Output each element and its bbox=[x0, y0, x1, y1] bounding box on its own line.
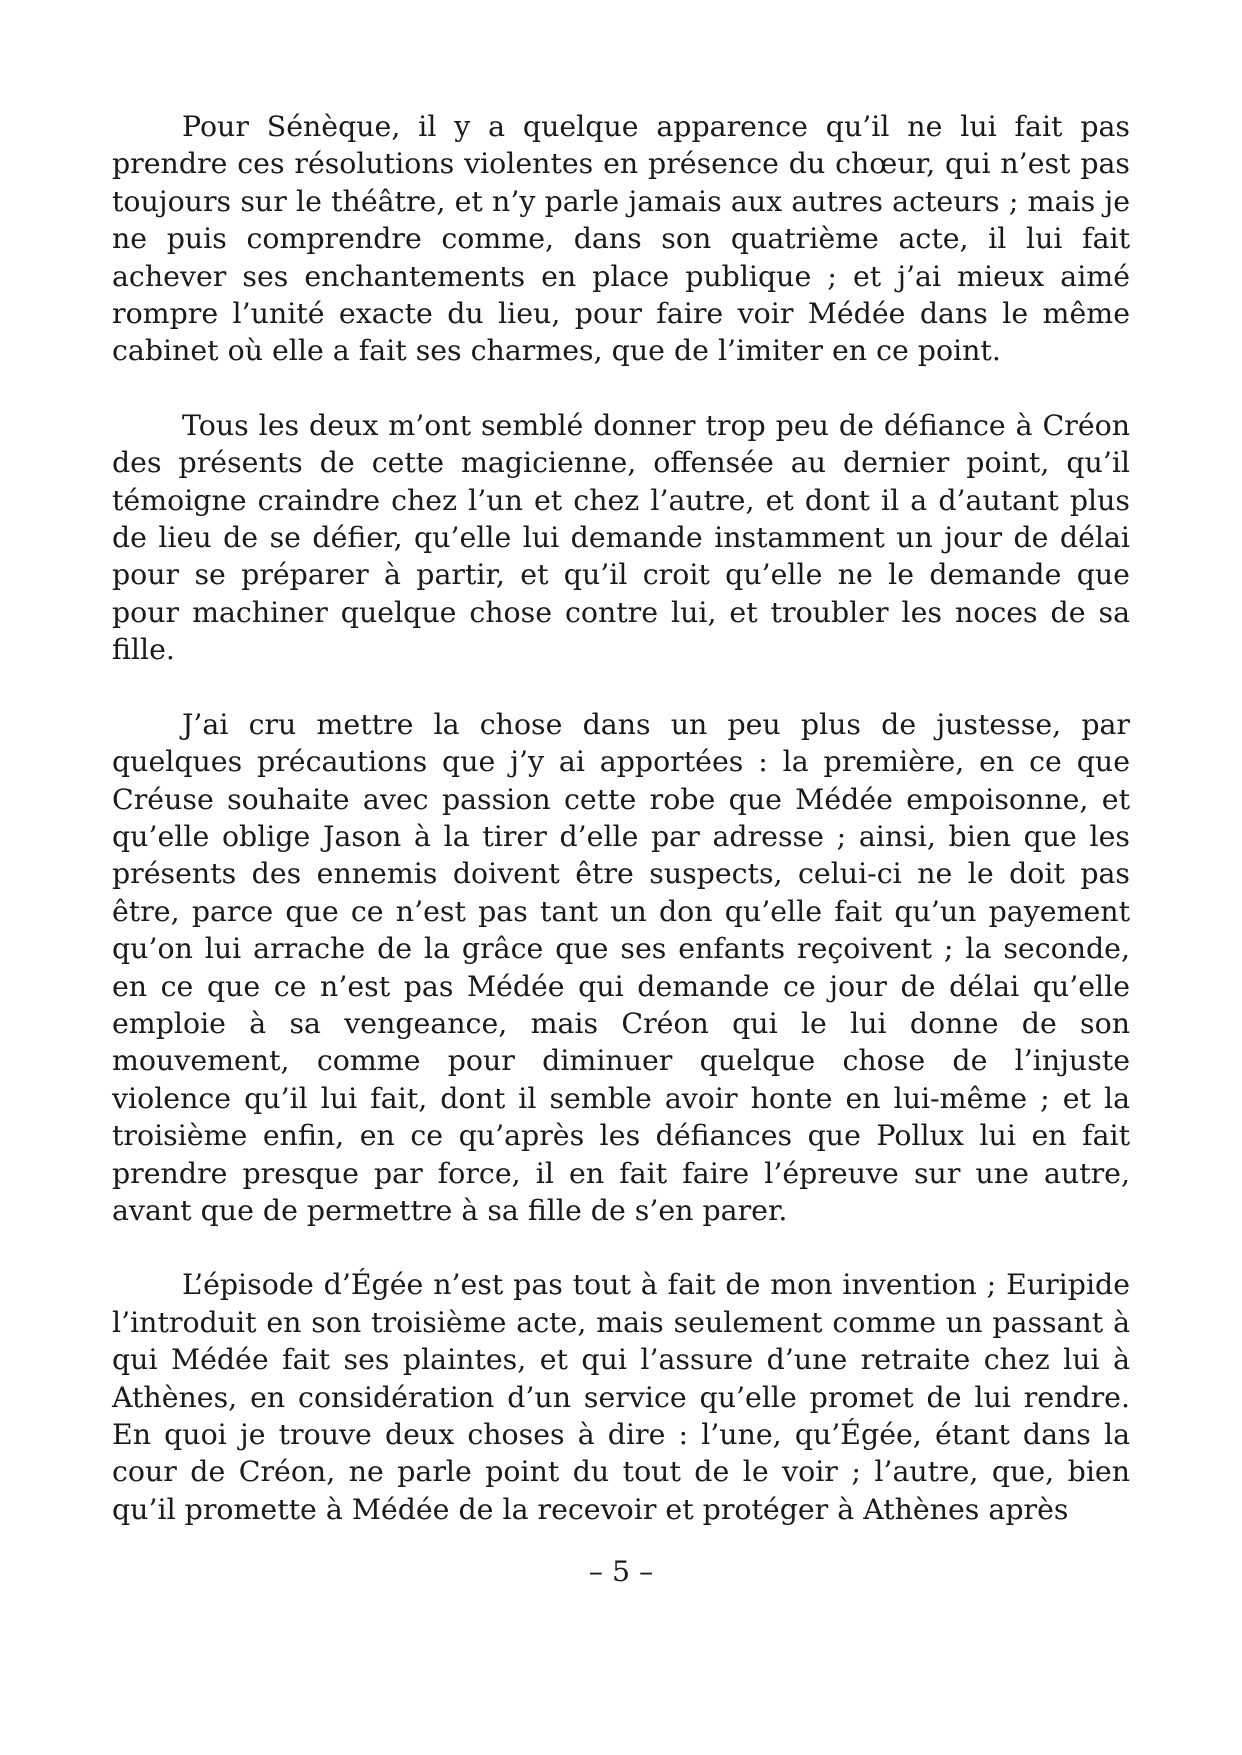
paragraph-precautions: J’ai cru mettre la chose dans un peu plus de justesse, par quelques précautions que j’y ai apportées : la première, en ce que Créuse souhaite avec passion cette robe que Médée empoisonne, et qu’elle oblige Jason à la tirer d’elle par adresse ; ainsi, bien que les présents des ennemis doivent être suspects, celui-ci ne le doit pas être, parce que ce n’est pas tant un don qu’elle fait qu’un payement qu’on lui arrache de la grâce que ses enfants reçoivent ; la seconde, en ce que ce n’est pas Médée qui demande ce jour de délai qu’elle emploie à sa vengeance, mais Créon qui le lui donne de son mouvement, comme pour diminuer quelque chose de l’injuste violence qu’il lui fait, dont il semble avoir honte en lui-même ; et la troisième enfin, en ce qu’après les défiances que Pollux lui en fait prendre presque par force, il en fait faire l’épreuve sur une autre, avant que de permettre à sa fille de s’en parer. bbox=[112, 707, 1130, 1227]
paragraph-episode-egee: L’épisode d’Égée n’est pas tout à fait de mon invention ; Euripide l’introduit en son troisième acte, mais seulement comme un passant à qui Médée fait ses plaintes, et qui l’assure d’une retraite chez lui à Athènes, en considération d’un service qu’elle promet de lui rendre. En quoi je trouve deux choses à dire : l’une, qu’Égée, étant dans la cour de Créon, ne parle point du tout de le voir ; l’autre, que, bien qu’il promette à Médée de la recevoir et protéger à Athènes après bbox=[112, 1268, 1130, 1526]
paragraph-seneque: Pour Sénèque, il y a quelque apparence qu’il ne lui fait pas prendre ces résolutions violentes en présence du chœur, qui n’est pas toujours sur le théâtre, et n’y parle jamais aux autres acteurs ; mais je ne puis comprendre comme, dans son quatrième acte, il lui fait achever ses enchantements en place publique ; et j’ai mieux aimé rompre l’unité exacte du lieu, pour faire voir Médée dans le même cabinet où elle a fait ses charmes, que de l’imiter en ce point. bbox=[112, 110, 1130, 368]
paragraph-defiance: Tous les deux m’ont semblé donner trop peu de défiance à Créon des présents de cette magicienne, offensée au dernier point, qu’il témoigne craindre chez l’un et chez l’autre, et dont il a d’autant plus de lieu de se défier, qu’elle lui demande instamment un jour de délai pour se préparer à partir, et qu’il croit qu’elle ne le demande que pour machiner quelque chose contre lui, et troubler les noces de sa fille. bbox=[112, 408, 1130, 667]
page-number: – 5 – bbox=[588, 1555, 654, 1588]
page-body bbox=[112, 108, 1130, 1528]
